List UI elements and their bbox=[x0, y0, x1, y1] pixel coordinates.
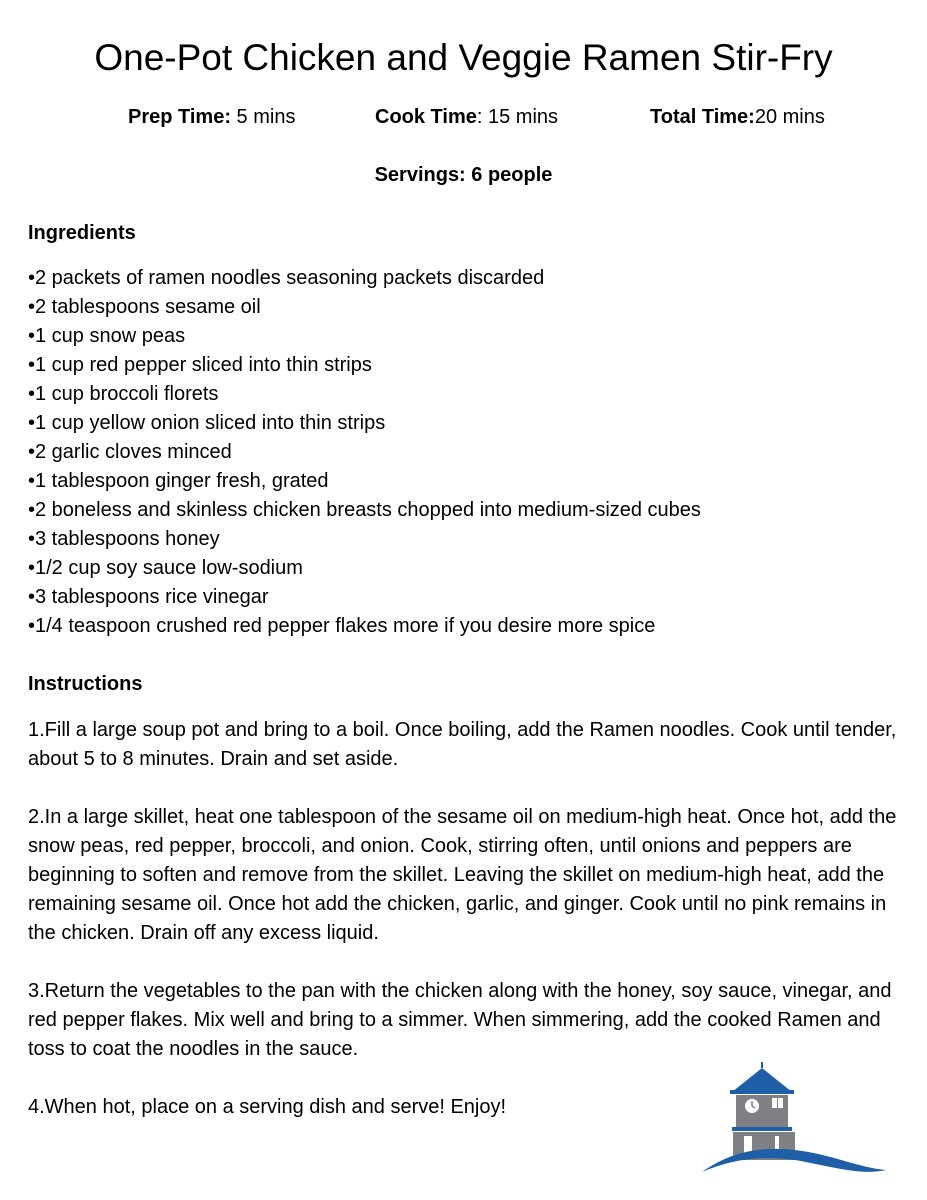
total-time-label: Total Time: bbox=[650, 106, 755, 128]
logo-window bbox=[772, 1098, 777, 1108]
ingredient-item: •1 cup red pepper sliced into thin strips bbox=[28, 354, 372, 376]
ingredient-item: •1/2 cup soy sauce low-sodium bbox=[28, 557, 303, 579]
ingredients-list bbox=[28, 264, 701, 641]
ingredient-item: •3 tablespoons honey bbox=[28, 528, 220, 550]
ingredient-item: •2 packets of ramen noodles seasoning packets discarded bbox=[28, 267, 545, 289]
ingredient-item: •3 tablespoons rice vinegar bbox=[28, 586, 269, 608]
servings: Servings: 6 people bbox=[374, 164, 553, 186]
ingredient-item: •1 cup broccoli florets bbox=[28, 383, 219, 405]
instruction-step: 4.When hot, place on a serving dish and serve! Enjoy! bbox=[28, 1096, 507, 1118]
total-time bbox=[650, 104, 825, 130]
cook-time-label: Cook Time bbox=[375, 106, 477, 128]
ingredient-item: •1 cup snow peas bbox=[28, 325, 186, 347]
ingredient-item: •1/4 teaspoon crushed red pepper flakes more if you desire more spice bbox=[28, 615, 656, 637]
prep-time-label: Prep Time: bbox=[128, 106, 231, 128]
ingredient-item: •1 cup yellow onion sliced into thin strips bbox=[28, 412, 386, 434]
prep-time bbox=[128, 104, 295, 130]
prep-time-value: 5 mins bbox=[231, 106, 296, 128]
instructions-heading: Instructions bbox=[28, 673, 143, 695]
clock-tower-logo-icon bbox=[700, 1060, 890, 1180]
ingredient-item: •2 boneless and skinless chicken breasts chopped into medium-sized cubes bbox=[28, 499, 701, 521]
logo-window bbox=[778, 1098, 783, 1108]
cook-time-value: : 15 mins bbox=[476, 106, 559, 128]
recipe-title: One-Pot Chicken and Veggie Ramen Stir-Fry bbox=[94, 37, 833, 78]
logo-roof-eave bbox=[730, 1090, 794, 1094]
cook-time bbox=[375, 104, 558, 130]
logo-finial bbox=[761, 1062, 763, 1068]
ingredients-heading: Ingredients bbox=[28, 222, 136, 244]
instruction-step: 1.Fill a large soup pot and bring to a boil. Once boiling, add the Ramen noodles. Cook until tender, about 5 to 8 minutes. Drain and set aside. bbox=[28, 719, 897, 770]
total-time-value: 20 mins bbox=[754, 106, 825, 128]
logo-wave bbox=[702, 1149, 886, 1172]
instruction-step: 2.In a large skillet, heat one tablespoon of the sesame oil on medium-high heat. Once hot, add the snow peas, red pepper, broccoli, and onion. Cook, stirring often, until onions and peppers are beginning to soften and remove from the skillet. Leaving the skillet on medium-high heat, add the remaining sesame oil. Once hot add the chicken, garlic, and ginger. Cook until no pink remains in the chicken. Drain off any excess liquid. bbox=[28, 806, 897, 944]
instruction-step: 3.Return the vegetables to the pan with the chicken along with the honey, soy sauce, vinegar, and red pepper flakes. Mix well and bring to a simmer. When simmering, add the cooked Ramen and toss to coat the noodles in the sauce. bbox=[28, 980, 892, 1060]
logo-ledge bbox=[732, 1127, 792, 1131]
logo-roof bbox=[732, 1068, 792, 1092]
ingredient-item: •2 tablespoons sesame oil bbox=[28, 296, 261, 318]
ingredient-item: •2 garlic cloves minced bbox=[28, 441, 232, 463]
ingredient-item: •1 tablespoon ginger fresh, grated bbox=[28, 470, 329, 492]
